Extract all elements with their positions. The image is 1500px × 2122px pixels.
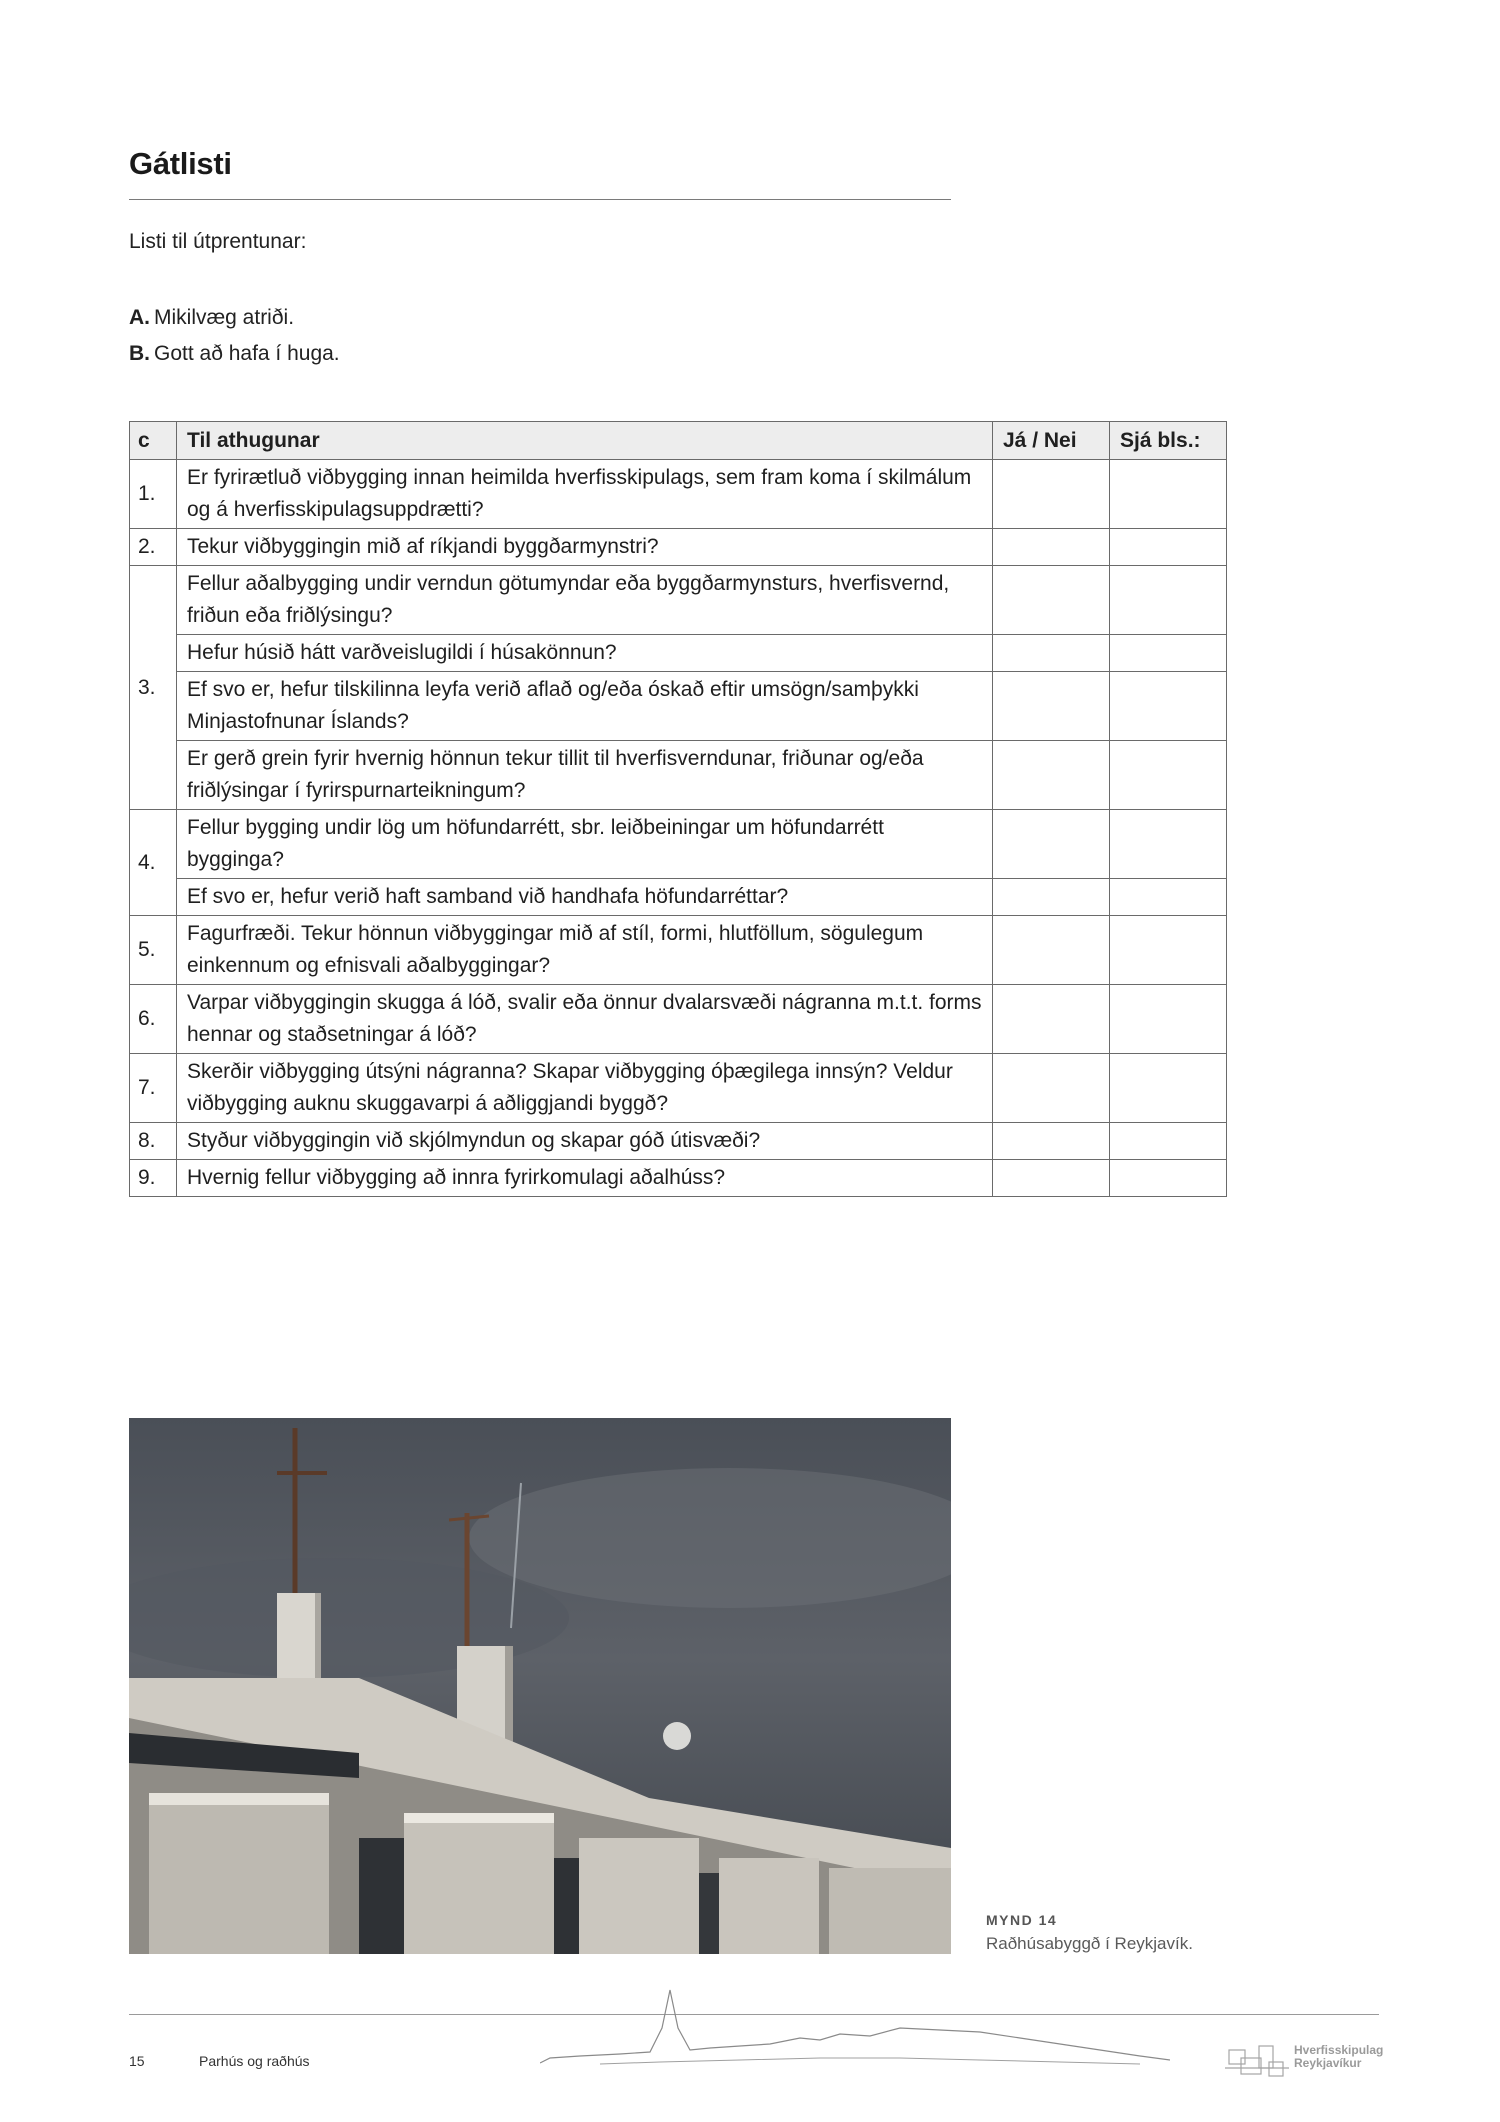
row-item-text: Fellur aðalbygging undir verndun götumyndar eða byggðarmynsturs, hverfisvernd, friðun eða friðlýsingu? (177, 566, 993, 635)
yes-no-cell[interactable] (993, 741, 1110, 810)
see-page-cell[interactable] (1110, 529, 1227, 566)
row-number: 6. (130, 985, 177, 1054)
page-title: Gátlisti (129, 146, 232, 181)
yes-no-cell[interactable] (993, 566, 1110, 635)
table-row (130, 810, 1227, 879)
yes-no-cell[interactable] (993, 529, 1110, 566)
see-page-cell[interactable] (1110, 810, 1227, 879)
legend (129, 300, 340, 372)
legend-text: Mikilvæg atriði. (154, 306, 295, 329)
logo-line-2: Reykjavíkur (1294, 2056, 1362, 2070)
see-page-cell[interactable] (1110, 460, 1227, 529)
section-name: Parhús og raðhús (199, 2053, 310, 2069)
figure-caption: Raðhúsabyggð í Reykjavík. (986, 1934, 1193, 1953)
header-see-page: Sjá bls.: (1110, 422, 1227, 460)
row-number: 7. (130, 1054, 177, 1123)
see-page-cell[interactable] (1110, 1160, 1227, 1197)
row-number: 8. (130, 1123, 177, 1160)
see-page-cell[interactable] (1110, 741, 1227, 810)
see-page-cell[interactable] (1110, 672, 1227, 741)
yes-no-cell[interactable] (993, 1123, 1110, 1160)
figure-photo (129, 1418, 951, 1954)
row-item-text: Styður viðbyggingin við skjólmyndun og skapar góð útisvæði? (177, 1123, 993, 1160)
legend-item-b (129, 336, 340, 372)
yes-no-cell[interactable] (993, 879, 1110, 916)
row-item-text: Fagurfræði. Tekur hönnun viðbyggingar mið af stíl, formi, hlutföllum, sögulegum einkennum og efnisvali aðalbyggingar? (177, 916, 993, 985)
row-item-text: Tekur viðbyggingin mið af ríkjandi byggðarmynstri? (177, 529, 993, 566)
table-row (130, 985, 1227, 1054)
page-number: 15 (129, 2053, 145, 2069)
row-item-text: Ef svo er, hefur tilskilinna leyfa verið aflað og/eða óskað eftir umsögn/samþykki Minjastofnunar Íslands? (177, 672, 993, 741)
see-page-cell[interactable] (1110, 1123, 1227, 1160)
see-page-cell[interactable] (1110, 566, 1227, 635)
table-row (130, 741, 1227, 810)
row-item-text: Fellur bygging undir lög um höfundarrétt, sbr. leiðbeiningar um höfundarrétt bygginga? (177, 810, 993, 879)
see-page-cell[interactable] (1110, 879, 1227, 916)
row-number: 9. (130, 1160, 177, 1197)
see-page-cell[interactable] (1110, 985, 1227, 1054)
yes-no-cell[interactable] (993, 810, 1110, 879)
row-number: 4. (130, 810, 177, 916)
figure-label: MYND 14 (986, 1912, 1058, 1928)
checklist-table (129, 421, 1227, 1197)
table-row (130, 916, 1227, 985)
row-number: 5. (130, 916, 177, 985)
table-row (130, 566, 1227, 635)
legend-item-a (129, 300, 340, 336)
table-row (130, 635, 1227, 672)
row-number: 2. (130, 529, 177, 566)
see-page-cell[interactable] (1110, 635, 1227, 672)
yes-no-cell[interactable] (993, 985, 1110, 1054)
row-item-text: Skerðir viðbygging útsýni nágranna? Skapar viðbygging óþægilega innsýn? Veldur viðbygging auknu skuggavarpi á aðliggjandi byggð? (177, 1054, 993, 1123)
row-item-text: Hvernig fellur viðbygging að innra fyrirkomulagi aðalhúss? (177, 1160, 993, 1197)
checklist-body (130, 460, 1227, 1197)
row-item-text: Varpar viðbyggingin skugga á lóð, svalir eða önnur dvalarsvæði nágranna m.t.t. forms hennar og staðsetningar á lóð? (177, 985, 993, 1054)
table-row (130, 672, 1227, 741)
skyline-illustration (540, 1988, 1170, 2088)
see-page-cell[interactable] (1110, 1054, 1227, 1123)
table-row (130, 460, 1227, 529)
yes-no-cell[interactable] (993, 460, 1110, 529)
yes-no-cell[interactable] (993, 1054, 1110, 1123)
table-row (130, 1160, 1227, 1197)
table-row (130, 879, 1227, 916)
yes-no-cell[interactable] (993, 635, 1110, 672)
row-item-text: Hefur húsið hátt varðveislugildi í húsakönnun? (177, 635, 993, 672)
header-item: Til athugunar (177, 422, 993, 460)
see-page-cell[interactable] (1110, 916, 1227, 985)
legend-key: A. (129, 306, 150, 329)
intro-text: Listi til útprentunar: (129, 230, 307, 253)
row-number: 1. (130, 460, 177, 529)
header-num: c (130, 422, 177, 460)
title-divider (129, 199, 951, 200)
row-item-text: Er fyrirætluð viðbygging innan heimilda hverfisskipulags, sem fram koma í skilmálum og á hverfisskipulagsuppdrætti? (177, 460, 993, 529)
legend-text: Gott að hafa í huga. (154, 342, 340, 365)
table-header-row (130, 422, 1227, 460)
row-item-text: Ef svo er, hefur verið haft samband við handhafa höfundarréttar? (177, 879, 993, 916)
table-row (130, 529, 1227, 566)
row-number: 3. (130, 566, 177, 810)
logo-text (1294, 2044, 1383, 2070)
legend-key: B. (129, 342, 150, 365)
row-item-text: Er gerð grein fyrir hvernig hönnun tekur tillit til hverfisverndunar, friðunar og/eða friðlýsingar í fyrirspurnarteikningum? (177, 741, 993, 810)
table-row (130, 1054, 1227, 1123)
yes-no-cell[interactable] (993, 1160, 1110, 1197)
yes-no-cell[interactable] (993, 916, 1110, 985)
yes-no-cell[interactable] (993, 672, 1110, 741)
header-yes-no: Já / Nei (993, 422, 1110, 460)
rowhouse-photo-illustration (129, 1418, 951, 1954)
table-row (130, 1123, 1227, 1160)
logo-line-1: Hverfisskipulag (1294, 2043, 1384, 2057)
